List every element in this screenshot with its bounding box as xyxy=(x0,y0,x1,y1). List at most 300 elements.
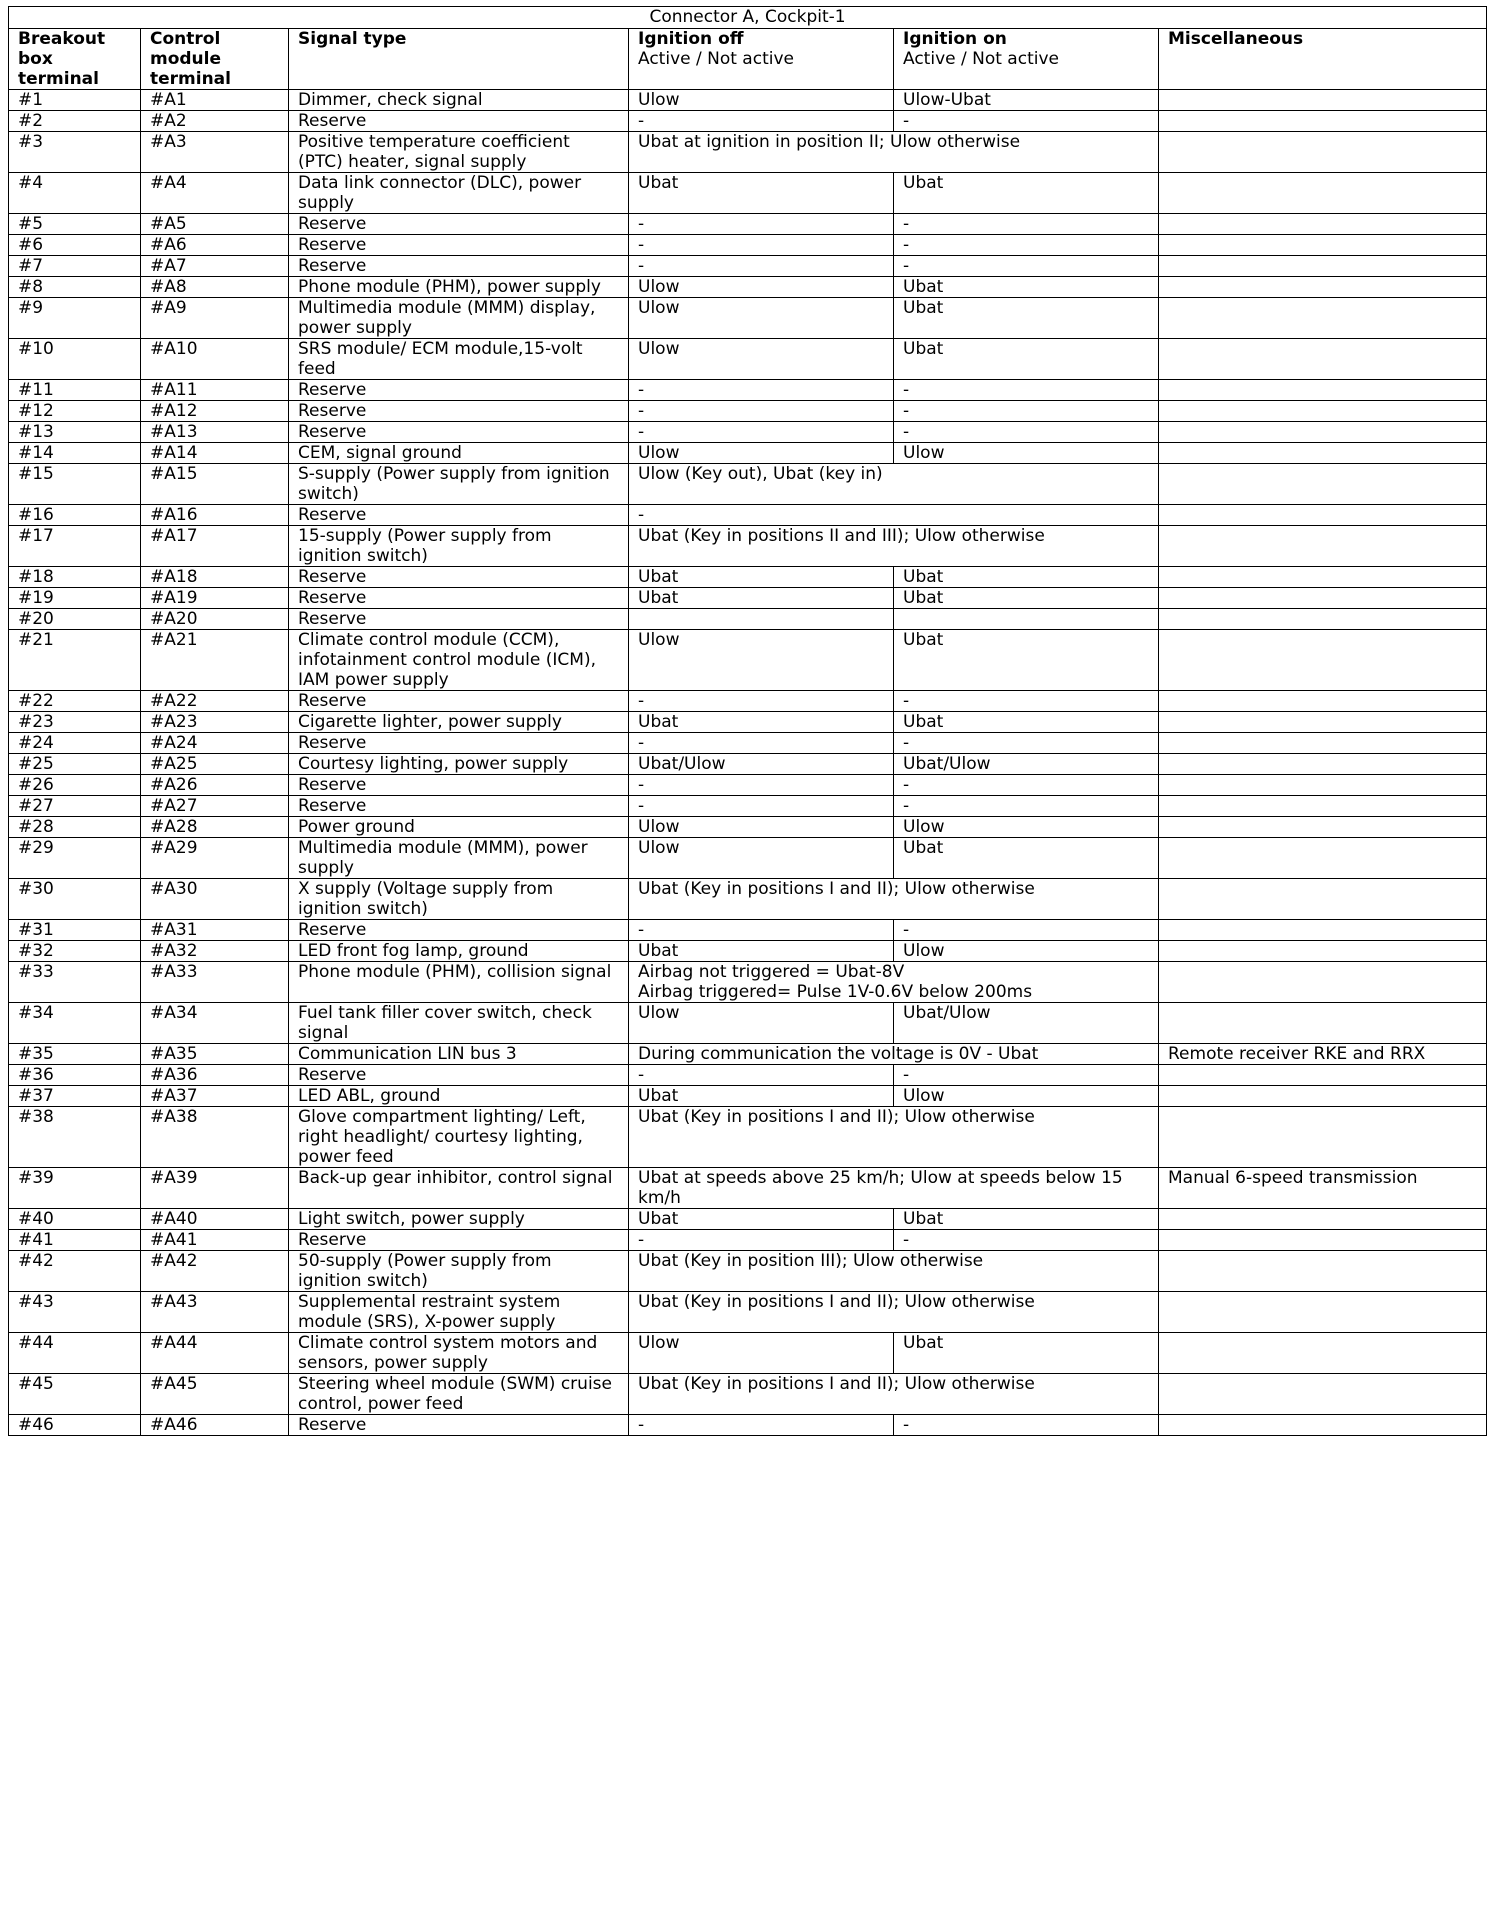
signal-type-cell: Reserve xyxy=(289,214,629,235)
breakout-box-terminal-cell: #41 xyxy=(9,1230,141,1251)
miscellaneous-cell xyxy=(1159,1333,1487,1374)
breakout-box-terminal-cell: #7 xyxy=(9,256,141,277)
breakout-box-terminal-cell: #27 xyxy=(9,796,141,817)
miscellaneous-cell xyxy=(1159,1415,1487,1436)
miscellaneous-cell xyxy=(1159,111,1487,132)
breakout-box-terminal-cell: #38 xyxy=(9,1107,141,1168)
signal-type-cell: X supply (Voltage supply from ignition switch) xyxy=(289,879,629,920)
miscellaneous-cell xyxy=(1159,443,1487,464)
table-body xyxy=(9,90,1487,1436)
ignition-state-cell: Ubat (Key in positions II and III); Ulow otherwise xyxy=(629,526,1159,567)
table-row xyxy=(9,256,1487,277)
table-row xyxy=(9,235,1487,256)
ignition-state-cell: Ubat (Key in position III); Ulow otherwise xyxy=(629,1251,1159,1292)
control-module-terminal-cell: #A24 xyxy=(141,733,289,754)
col-header-control-module xyxy=(141,29,289,90)
table-row xyxy=(9,1415,1487,1436)
col-header-signal-type xyxy=(289,29,629,90)
table-row xyxy=(9,1168,1487,1209)
signal-type-cell: Reserve xyxy=(289,422,629,443)
connector-pinout-table xyxy=(8,6,1487,1436)
miscellaneous-cell xyxy=(1159,401,1487,422)
ignition-on-cell: - xyxy=(894,733,1159,754)
table-row xyxy=(9,962,1487,1003)
breakout-box-terminal-cell: #26 xyxy=(9,775,141,796)
table-row xyxy=(9,941,1487,962)
ignition-off-cell: Ulow xyxy=(629,1333,894,1374)
miscellaneous-cell xyxy=(1159,90,1487,111)
signal-type-cell: Reserve xyxy=(289,609,629,630)
miscellaneous-cell xyxy=(1159,1251,1487,1292)
breakout-box-terminal-cell: #23 xyxy=(9,712,141,733)
miscellaneous-cell xyxy=(1159,712,1487,733)
signal-type-cell: Phone module (PHM), power supply xyxy=(289,277,629,298)
signal-type-cell: Phone module (PHM), collision signal xyxy=(289,962,629,1003)
miscellaneous-cell xyxy=(1159,920,1487,941)
control-module-terminal-cell: #A2 xyxy=(141,111,289,132)
table-row xyxy=(9,1374,1487,1415)
signal-type-cell: 50-supply (Power supply from ignition switch) xyxy=(289,1251,629,1292)
breakout-box-terminal-cell: #9 xyxy=(9,298,141,339)
miscellaneous-cell xyxy=(1159,526,1487,567)
table-row xyxy=(9,920,1487,941)
signal-type-cell: Reserve xyxy=(289,235,629,256)
ignition-off-cell: Ubat xyxy=(629,1209,894,1230)
control-module-terminal-cell: #A18 xyxy=(141,567,289,588)
ignition-off-cell: Ulow xyxy=(629,630,894,691)
signal-type-cell: Reserve xyxy=(289,1230,629,1251)
control-module-terminal-cell: #A1 xyxy=(141,90,289,111)
connector-table-document xyxy=(8,6,1486,1436)
miscellaneous-cell xyxy=(1159,962,1487,1003)
miscellaneous-cell xyxy=(1159,1209,1487,1230)
ignition-off-cell: Ulow xyxy=(629,443,894,464)
signal-type-cell: Reserve xyxy=(289,920,629,941)
ignition-off-cell: - xyxy=(629,775,894,796)
control-module-terminal-cell: #A40 xyxy=(141,1209,289,1230)
table-row xyxy=(9,775,1487,796)
breakout-box-terminal-cell: #16 xyxy=(9,505,141,526)
signal-type-cell: Reserve xyxy=(289,567,629,588)
breakout-box-terminal-cell: #24 xyxy=(9,733,141,754)
control-module-terminal-cell: #A11 xyxy=(141,380,289,401)
ignition-state-cell: Ubat (Key in positions I and II); Ulow otherwise xyxy=(629,879,1159,920)
col-header-title: Ignition on xyxy=(903,29,1007,49)
control-module-terminal-cell: #A43 xyxy=(141,1292,289,1333)
control-module-terminal-cell: #A30 xyxy=(141,879,289,920)
ignition-on-cell xyxy=(894,609,1159,630)
ignition-on-cell: Ubat xyxy=(894,588,1159,609)
miscellaneous-cell xyxy=(1159,214,1487,235)
breakout-box-terminal-cell: #32 xyxy=(9,941,141,962)
signal-type-cell: Reserve xyxy=(289,588,629,609)
table-row xyxy=(9,1086,1487,1107)
header-row xyxy=(9,29,1487,90)
control-module-terminal-cell: #A26 xyxy=(141,775,289,796)
signal-type-cell: Reserve xyxy=(289,733,629,754)
table-row xyxy=(9,90,1487,111)
ignition-state-cell: Ubat (Key in positions I and II); Ulow otherwise xyxy=(629,1107,1159,1168)
table-row xyxy=(9,630,1487,691)
table-row xyxy=(9,1003,1487,1044)
control-module-terminal-cell: #A19 xyxy=(141,588,289,609)
col-header-ignition-on xyxy=(894,29,1159,90)
miscellaneous-cell xyxy=(1159,691,1487,712)
ignition-off-cell: Ubat xyxy=(629,712,894,733)
table-row xyxy=(9,1251,1487,1292)
ignition-on-cell: Ulow xyxy=(894,1086,1159,1107)
control-module-terminal-cell: #A13 xyxy=(141,422,289,443)
table-row xyxy=(9,567,1487,588)
breakout-box-terminal-cell: #22 xyxy=(9,691,141,712)
ignition-off-cell: Ubat xyxy=(629,567,894,588)
breakout-box-terminal-cell: #20 xyxy=(9,609,141,630)
miscellaneous-cell xyxy=(1159,754,1487,775)
ignition-on-cell: Ubat xyxy=(894,173,1159,214)
miscellaneous-cell xyxy=(1159,879,1487,920)
ignition-state-cell: Airbag not triggered = Ubat-8V Airbag triggered= Pulse 1V-0.6V below 200ms xyxy=(629,962,1159,1003)
control-module-terminal-cell: #A29 xyxy=(141,838,289,879)
ignition-on-cell: Ubat xyxy=(894,277,1159,298)
breakout-box-terminal-cell: #35 xyxy=(9,1044,141,1065)
ignition-off-cell: Ubat/Ulow xyxy=(629,754,894,775)
ignition-off-cell: - xyxy=(629,380,894,401)
miscellaneous-cell xyxy=(1159,1292,1487,1333)
ignition-off-cell: Ulow xyxy=(629,1003,894,1044)
miscellaneous-cell xyxy=(1159,380,1487,401)
table-row xyxy=(9,422,1487,443)
table-caption: Connector A, Cockpit-1 xyxy=(9,7,1487,29)
signal-type-cell: Supplemental restraint system module (SRS), X-power supply xyxy=(289,1292,629,1333)
ignition-off-cell: - xyxy=(629,1415,894,1436)
signal-type-cell: Light switch, power supply xyxy=(289,1209,629,1230)
breakout-box-terminal-cell: #6 xyxy=(9,235,141,256)
signal-type-cell: Reserve xyxy=(289,1415,629,1436)
table-row xyxy=(9,838,1487,879)
ignition-on-cell: - xyxy=(894,214,1159,235)
signal-type-cell: SRS module/ ECM module,15-volt feed xyxy=(289,339,629,380)
ignition-on-cell: Ubat/Ulow xyxy=(894,1003,1159,1044)
table-row xyxy=(9,588,1487,609)
ignition-on-cell: Ulow xyxy=(894,941,1159,962)
miscellaneous-cell xyxy=(1159,817,1487,838)
ignition-on-cell: - xyxy=(894,380,1159,401)
signal-type-cell: Communication LIN bus 3 xyxy=(289,1044,629,1065)
table-row xyxy=(9,1230,1487,1251)
table-row xyxy=(9,609,1487,630)
control-module-terminal-cell: #A22 xyxy=(141,691,289,712)
miscellaneous-cell xyxy=(1159,256,1487,277)
col-header-subtitle: Active / Not active xyxy=(903,49,1059,69)
table-row xyxy=(9,796,1487,817)
signal-type-cell: Reserve xyxy=(289,380,629,401)
signal-type-cell: Multimedia module (MMM), power supply xyxy=(289,838,629,879)
miscellaneous-cell xyxy=(1159,132,1487,173)
miscellaneous-cell xyxy=(1159,298,1487,339)
ignition-on-cell: - xyxy=(894,111,1159,132)
control-module-terminal-cell: #A23 xyxy=(141,712,289,733)
table-row xyxy=(9,277,1487,298)
miscellaneous-cell xyxy=(1159,796,1487,817)
table-row xyxy=(9,214,1487,235)
ignition-off-cell: Ubat xyxy=(629,941,894,962)
control-module-terminal-cell: #A15 xyxy=(141,464,289,505)
signal-type-cell: Reserve xyxy=(289,401,629,422)
ignition-on-cell: - xyxy=(894,775,1159,796)
table-row xyxy=(9,464,1487,505)
control-module-terminal-cell: #A7 xyxy=(141,256,289,277)
signal-type-cell: LED front fog lamp, ground xyxy=(289,941,629,962)
ignition-off-cell: Ulow xyxy=(629,817,894,838)
breakout-box-terminal-cell: #18 xyxy=(9,567,141,588)
signal-type-cell: Reserve xyxy=(289,775,629,796)
miscellaneous-cell: Manual 6-speed transmission xyxy=(1159,1168,1487,1209)
ignition-on-cell: Ulow xyxy=(894,817,1159,838)
miscellaneous-cell xyxy=(1159,339,1487,380)
ignition-off-cell: Ulow xyxy=(629,90,894,111)
col-header-title: Miscellaneous xyxy=(1168,29,1304,49)
breakout-box-terminal-cell: #19 xyxy=(9,588,141,609)
ignition-on-cell: Ubat/Ulow xyxy=(894,754,1159,775)
ignition-off-cell: - xyxy=(629,796,894,817)
signal-type-cell: Dimmer, check signal xyxy=(289,90,629,111)
control-module-terminal-cell: #A8 xyxy=(141,277,289,298)
control-module-terminal-cell: #A12 xyxy=(141,401,289,422)
ignition-off-cell xyxy=(629,609,894,630)
signal-type-cell: LED ABL, ground xyxy=(289,1086,629,1107)
miscellaneous-cell xyxy=(1159,464,1487,505)
control-module-terminal-cell: #A16 xyxy=(141,505,289,526)
control-module-terminal-cell: #A35 xyxy=(141,1044,289,1065)
control-module-terminal-cell: #A25 xyxy=(141,754,289,775)
ignition-on-cell: - xyxy=(894,1230,1159,1251)
ignition-on-cell: Ulow-Ubat xyxy=(894,90,1159,111)
control-module-terminal-cell: #A5 xyxy=(141,214,289,235)
ignition-on-cell: - xyxy=(894,256,1159,277)
miscellaneous-cell xyxy=(1159,941,1487,962)
table-row xyxy=(9,132,1487,173)
control-module-terminal-cell: #A10 xyxy=(141,339,289,380)
ignition-on-cell: Ubat xyxy=(894,838,1159,879)
table-row xyxy=(9,380,1487,401)
breakout-box-terminal-cell: #29 xyxy=(9,838,141,879)
signal-type-cell: Reserve xyxy=(289,111,629,132)
ignition-on-cell: - xyxy=(894,235,1159,256)
signal-type-cell: Climate control module (CCM), infotainment control module (ICM), IAM power supply xyxy=(289,630,629,691)
ignition-on-cell: - xyxy=(894,1415,1159,1436)
table-row xyxy=(9,879,1487,920)
miscellaneous-cell xyxy=(1159,588,1487,609)
signal-type-cell: 15-supply (Power supply from ignition switch) xyxy=(289,526,629,567)
signal-type-cell: Back-up gear inhibitor, control signal xyxy=(289,1168,629,1209)
miscellaneous-cell xyxy=(1159,277,1487,298)
ignition-on-cell: - xyxy=(894,401,1159,422)
table-row xyxy=(9,298,1487,339)
control-module-terminal-cell: #A39 xyxy=(141,1168,289,1209)
control-module-terminal-cell: #A14 xyxy=(141,443,289,464)
ignition-on-cell: Ubat xyxy=(894,1209,1159,1230)
table-row xyxy=(9,401,1487,422)
signal-type-cell: Reserve xyxy=(289,691,629,712)
ignition-on-cell: - xyxy=(894,691,1159,712)
breakout-box-terminal-cell: #11 xyxy=(9,380,141,401)
signal-type-cell: Reserve xyxy=(289,505,629,526)
control-module-terminal-cell: #A45 xyxy=(141,1374,289,1415)
ignition-off-cell: - xyxy=(629,1230,894,1251)
miscellaneous-cell xyxy=(1159,1086,1487,1107)
ignition-on-cell: - xyxy=(894,422,1159,443)
signal-type-cell: Fuel tank filler cover switch, check signal xyxy=(289,1003,629,1044)
table-row xyxy=(9,1292,1487,1333)
ignition-on-cell: Ubat xyxy=(894,1333,1159,1374)
control-module-terminal-cell: #A42 xyxy=(141,1251,289,1292)
breakout-box-terminal-cell: #10 xyxy=(9,339,141,380)
ignition-on-cell: Ubat xyxy=(894,712,1159,733)
control-module-terminal-cell: #A21 xyxy=(141,630,289,691)
breakout-box-terminal-cell: #13 xyxy=(9,422,141,443)
ignition-on-cell: - xyxy=(894,920,1159,941)
control-module-terminal-cell: #A3 xyxy=(141,132,289,173)
ignition-off-cell: Ulow xyxy=(629,339,894,380)
signal-type-cell: Reserve xyxy=(289,796,629,817)
table-row xyxy=(9,1065,1487,1086)
ignition-on-cell: Ulow xyxy=(894,443,1159,464)
breakout-box-terminal-cell: #37 xyxy=(9,1086,141,1107)
miscellaneous-cell xyxy=(1159,733,1487,754)
ignition-off-cell: Ulow xyxy=(629,298,894,339)
breakout-box-terminal-cell: #25 xyxy=(9,754,141,775)
ignition-off-cell: - xyxy=(629,256,894,277)
signal-type-cell: Steering wheel module (SWM) cruise control, power feed xyxy=(289,1374,629,1415)
miscellaneous-cell xyxy=(1159,775,1487,796)
table-row xyxy=(9,1044,1487,1065)
table-row xyxy=(9,111,1487,132)
ignition-off-cell: - xyxy=(629,235,894,256)
breakout-box-terminal-cell: #2 xyxy=(9,111,141,132)
signal-type-cell: Data link connector (DLC), power supply xyxy=(289,173,629,214)
breakout-box-terminal-cell: #46 xyxy=(9,1415,141,1436)
signal-type-cell: Reserve xyxy=(289,1065,629,1086)
ignition-off-cell: - xyxy=(629,733,894,754)
signal-type-cell: Power ground xyxy=(289,817,629,838)
control-module-terminal-cell: #A28 xyxy=(141,817,289,838)
miscellaneous-cell: Remote receiver RKE and RRX xyxy=(1159,1044,1487,1065)
table-row xyxy=(9,733,1487,754)
breakout-box-terminal-cell: #44 xyxy=(9,1333,141,1374)
ignition-state-cell: Ubat at speeds above 25 km/h; Ulow at speeds below 15 km/h xyxy=(629,1168,1159,1209)
breakout-box-terminal-cell: #34 xyxy=(9,1003,141,1044)
signal-type-cell: Cigarette lighter, power supply xyxy=(289,712,629,733)
ignition-on-cell: Ubat xyxy=(894,339,1159,380)
table-row xyxy=(9,339,1487,380)
miscellaneous-cell xyxy=(1159,1065,1487,1086)
signal-type-cell: Positive temperature coefficient (PTC) heater, signal supply xyxy=(289,132,629,173)
col-header-title: Signal type xyxy=(298,29,407,49)
breakout-box-terminal-cell: #14 xyxy=(9,443,141,464)
control-module-terminal-cell: #A31 xyxy=(141,920,289,941)
control-module-terminal-cell: #A27 xyxy=(141,796,289,817)
breakout-box-terminal-cell: #12 xyxy=(9,401,141,422)
control-module-terminal-cell: #A41 xyxy=(141,1230,289,1251)
breakout-box-terminal-cell: #17 xyxy=(9,526,141,567)
breakout-box-terminal-cell: #28 xyxy=(9,817,141,838)
control-module-terminal-cell: #A46 xyxy=(141,1415,289,1436)
signal-type-cell: Climate control system motors and sensors, power supply xyxy=(289,1333,629,1374)
col-header-ignition-off xyxy=(629,29,894,90)
caption-row xyxy=(9,7,1487,29)
ignition-off-cell: - xyxy=(629,920,894,941)
ignition-off-cell: Ubat xyxy=(629,1086,894,1107)
table-row xyxy=(9,505,1487,526)
control-module-terminal-cell: #A17 xyxy=(141,526,289,567)
breakout-box-terminal-cell: #15 xyxy=(9,464,141,505)
table-row xyxy=(9,1107,1487,1168)
ignition-off-cell: - xyxy=(629,691,894,712)
ignition-on-cell: Ubat xyxy=(894,298,1159,339)
control-module-terminal-cell: #A20 xyxy=(141,609,289,630)
breakout-box-terminal-cell: #42 xyxy=(9,1251,141,1292)
ignition-state-cell: Ubat (Key in positions I and II); Ulow otherwise xyxy=(629,1292,1159,1333)
miscellaneous-cell xyxy=(1159,1003,1487,1044)
signal-type-cell: CEM, signal ground xyxy=(289,443,629,464)
breakout-box-terminal-cell: #3 xyxy=(9,132,141,173)
ignition-off-cell: Ulow xyxy=(629,838,894,879)
breakout-box-terminal-cell: #21 xyxy=(9,630,141,691)
table-row xyxy=(9,443,1487,464)
ignition-off-cell: Ubat xyxy=(629,588,894,609)
control-module-terminal-cell: #A38 xyxy=(141,1107,289,1168)
miscellaneous-cell xyxy=(1159,422,1487,443)
signal-type-cell: Reserve xyxy=(289,256,629,277)
control-module-terminal-cell: #A9 xyxy=(141,298,289,339)
ignition-state-cell: - xyxy=(629,505,1159,526)
signal-type-cell: Glove compartment lighting/ Left, right headlight/ courtesy lighting, power feed xyxy=(289,1107,629,1168)
ignition-state-cell: Ubat at ignition in position II; Ulow otherwise xyxy=(629,132,1159,173)
table-row xyxy=(9,173,1487,214)
breakout-box-terminal-cell: #4 xyxy=(9,173,141,214)
miscellaneous-cell xyxy=(1159,505,1487,526)
col-header-subtitle: Active / Not active xyxy=(638,49,794,69)
table-row xyxy=(9,526,1487,567)
col-header-title: Breakout box terminal xyxy=(18,29,106,89)
breakout-box-terminal-cell: #40 xyxy=(9,1209,141,1230)
breakout-box-terminal-cell: #45 xyxy=(9,1374,141,1415)
miscellaneous-cell xyxy=(1159,1230,1487,1251)
ignition-state-cell: Ubat (Key in positions I and II); Ulow otherwise xyxy=(629,1374,1159,1415)
ignition-off-cell: - xyxy=(629,401,894,422)
table-row xyxy=(9,754,1487,775)
breakout-box-terminal-cell: #36 xyxy=(9,1065,141,1086)
control-module-terminal-cell: #A33 xyxy=(141,962,289,1003)
ignition-on-cell: Ubat xyxy=(894,630,1159,691)
breakout-box-terminal-cell: #43 xyxy=(9,1292,141,1333)
col-header-title: Ignition off xyxy=(638,29,744,49)
signal-type-cell: S-supply (Power supply from ignition switch) xyxy=(289,464,629,505)
miscellaneous-cell xyxy=(1159,609,1487,630)
table-row xyxy=(9,817,1487,838)
ignition-off-cell: - xyxy=(629,111,894,132)
miscellaneous-cell xyxy=(1159,838,1487,879)
control-module-terminal-cell: #A6 xyxy=(141,235,289,256)
breakout-box-terminal-cell: #31 xyxy=(9,920,141,941)
ignition-off-cell: - xyxy=(629,1065,894,1086)
ignition-state-cell: Ulow (Key out), Ubat (key in) xyxy=(629,464,1159,505)
table-row xyxy=(9,1209,1487,1230)
miscellaneous-cell xyxy=(1159,1374,1487,1415)
ignition-on-cell: Ubat xyxy=(894,567,1159,588)
breakout-box-terminal-cell: #5 xyxy=(9,214,141,235)
ignition-off-cell: Ulow xyxy=(629,277,894,298)
